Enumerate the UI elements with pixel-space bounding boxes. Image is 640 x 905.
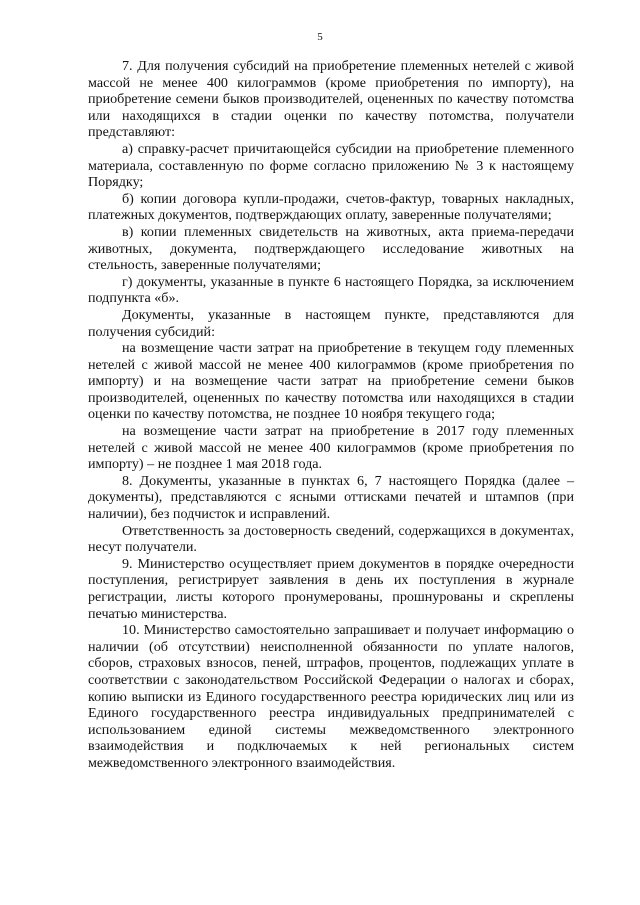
paragraph-7-item-a: а) справку-расчет причитающейся субсидии на приобретение племенного материала, составленную по форме согласно приложению № 3 к настоящему Порядку; (88, 140, 574, 191)
paragraph-8: 8. Документы, указанные в пунктах 6, 7 настоящего Порядка (далее – документы), представляются с ясными оттисками печатей и штампов (при наличии), без подчисток и исправлений. (88, 472, 574, 523)
paragraph-7-deadlines-intro: Документы, указанные в настоящем пункте, представляются для получения субсидий: (88, 306, 574, 340)
paragraph-7-item-b: б) копии договора купли-продажи, счетов-фактур, товарных накладных, платежных документов, подтверждающих оплату, заверенные получателями; (88, 190, 574, 224)
document-body (88, 58, 574, 772)
paragraph-9: 9. Министерство осуществляет прием документов в порядке очередности поступления, регистрирует заявления в день их поступления в журнале регистрации, листы которого пронумерованы, прошнурованы и скреплены печатью министерства. (88, 555, 574, 622)
paragraph-7-deadline-2017: на возмещение части затрат на приобретение в 2017 году племенных нетелей с живой массой не менее 400 килограммов (кроме приобретения по импорту) – не позднее 1 мая 2018 года. (88, 423, 574, 473)
paragraph-7-item-v: в) копии племенных свидетельств на животных, акта приема-передачи животных, документа, подтверждающего исследование животных на стельность, заверенные получателями; (88, 223, 574, 274)
paragraph-10: 10. Министерство самостоятельно запрашивает и получает информацию о наличии (об отсутствии) неисполненной обязанности по уплате налогов, сборов, страховых взносов, пеней, штрафов, процентов, подлежащих уплате в соответствии с законодательством Российской Федерации о налогах и сборах, копию выписки из Единого государственного реестра юридических лиц или из Единого государственного реестра индивидуальных предпринимателей с использованием единой системы межведомственного электронного взаимодействия и подключаемых к ней региональных систем межведомственного электронного взаимодействия. (88, 622, 574, 771)
paragraph-7-deadline-current-year: на возмещение части затрат на приобретение в текущем году племенных нетелей с живой массой не менее 400 килограммов (кроме приобретения по импорту) и на возмещение части затрат на приобретение семени быков производителей, оцененных по качеству потомства или находящихся в стадии оценки по качеству потомства, не позднее 10 ноября текущего года; (88, 340, 574, 423)
paragraph-7-intro: 7. Для получения субсидий на приобретение племенных нетелей с живой массой не менее 400 килограммов (кроме приобретения по импорту), на приобретение семени быков производителей, оцененных по качеству потомства или находящихся в стадии оценки по качеству потомства, получатели представляют: (88, 58, 574, 141)
page-number: 5 (317, 31, 323, 43)
paragraph-8-responsibility: Ответственность за достоверность сведений, содержащихся в документах, несут получатели. (88, 522, 574, 556)
paragraph-7-item-g: г) документы, указанные в пункте 6 настоящего Порядка, за исключением подпункта «б». (88, 273, 574, 307)
